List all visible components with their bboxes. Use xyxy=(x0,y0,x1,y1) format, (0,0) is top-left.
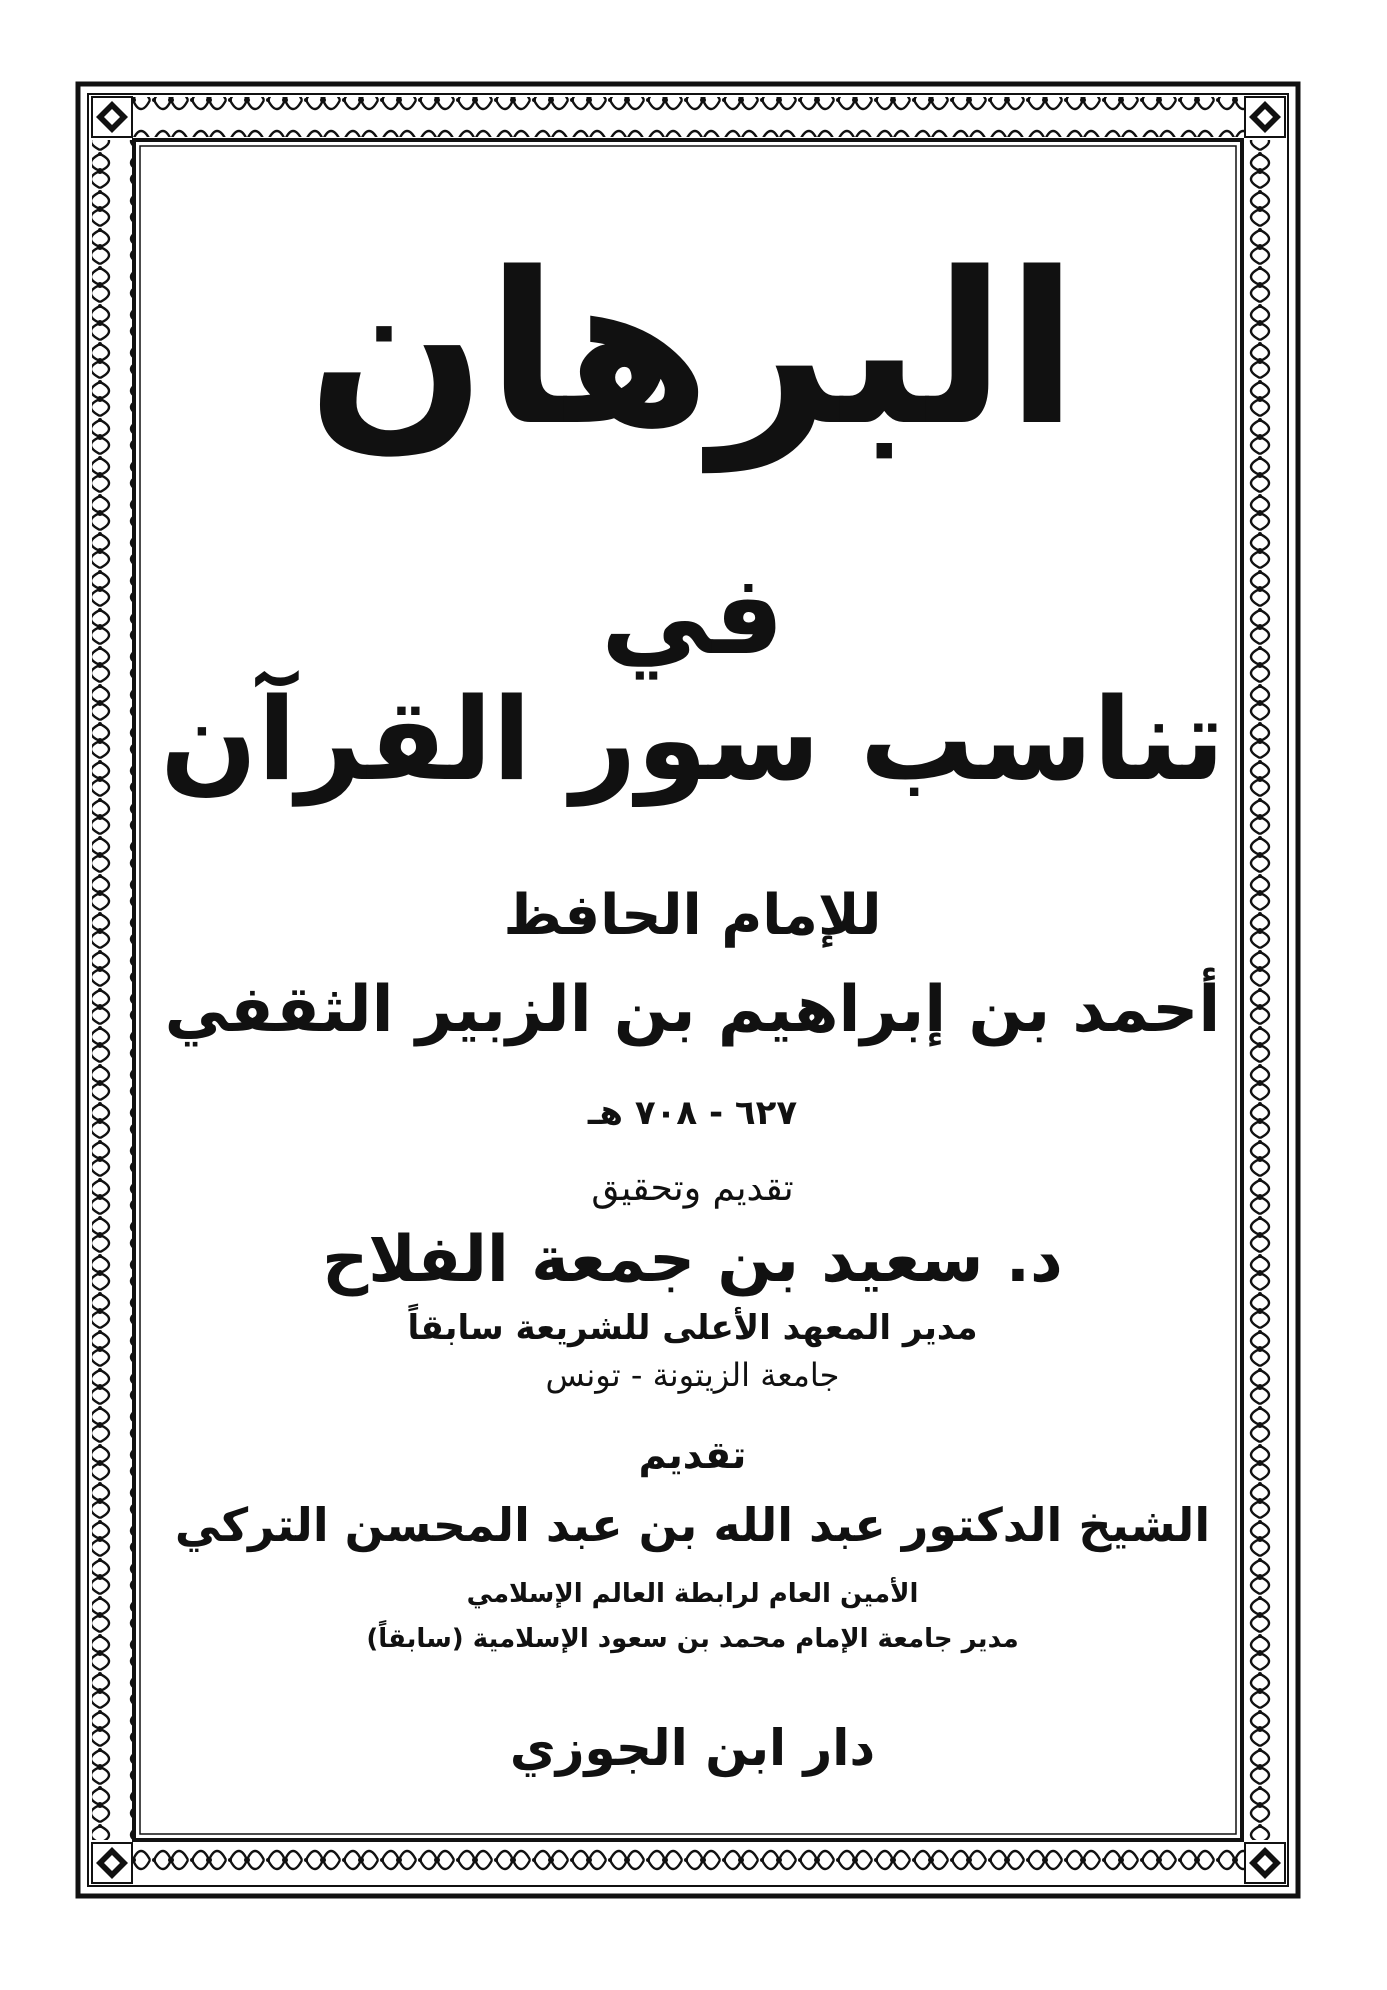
cover-text-panel xyxy=(145,150,1240,1815)
foreword-author-former-position: مدير جامعة الإمام محمد بن سعود الإسلامية (سابقاً) xyxy=(366,1624,1019,1654)
foreword-author-position: الأمين العام لرابطة العالم الإسلامي xyxy=(466,1579,919,1609)
book-title-connector: في xyxy=(600,551,785,679)
editing-label: تقديم وتحقيق xyxy=(591,1168,794,1209)
author-honorific: للإمام الحافظ xyxy=(503,883,882,948)
author-dates: ٦٢٧ - ٧٠٨ هـ xyxy=(587,1093,798,1133)
book-subtitle: تناسب سور القرآن xyxy=(160,673,1225,806)
editor-name: د. سعيد بن جمعة الفلاح xyxy=(322,1223,1063,1297)
book-title: البرهان xyxy=(307,227,1078,472)
author-name: أحمد بن إبراهيم بن الزبير الثقفي xyxy=(164,973,1221,1047)
publisher-name: دار ابن الجوزي xyxy=(509,1719,876,1777)
foreword-label: تقديم xyxy=(638,1433,747,1477)
editor-position: مدير المعهد الأعلى للشريعة سابقاً xyxy=(407,1308,978,1348)
editor-institution: جامعة الزيتونة - تونس xyxy=(545,1356,840,1394)
foreword-author-name: الشيخ الدكتور عبد الله بن عبد المحسن التركي xyxy=(174,1498,1211,1552)
